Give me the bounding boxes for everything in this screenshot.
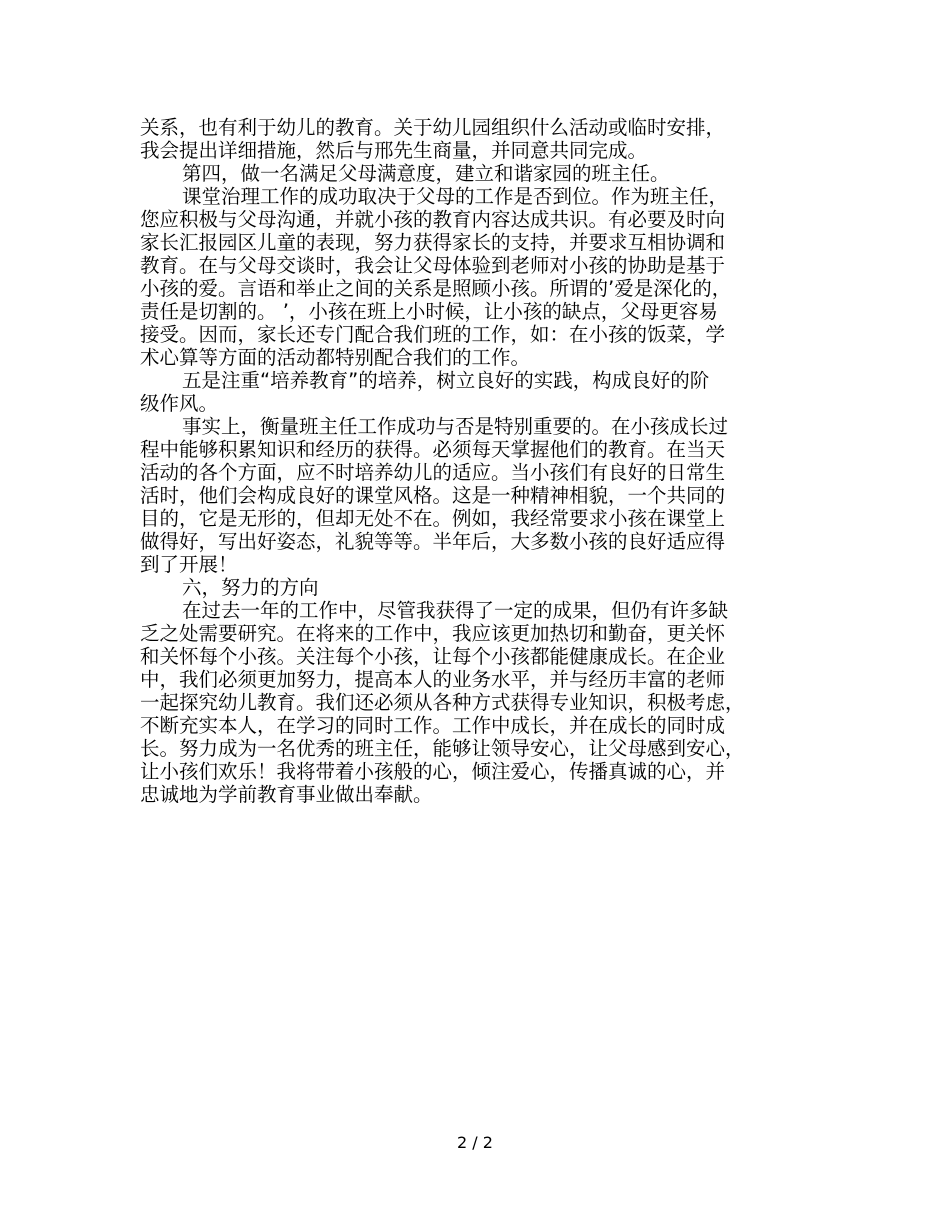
- body-line: 活动的各个方面，应不时培养幼儿的适应。当小孩们有良好的日常生: [140, 461, 726, 484]
- section-heading: 第四，做一名满足父母满意度，建立和谐家园的班主任。: [182, 162, 670, 185]
- body-line: 术心算等方面的活动都特别配合我们的工作。: [140, 346, 531, 369]
- paragraph-first-line: 课堂治理工作的成功取决于父母的工作是否到位。作为班主任，: [182, 185, 729, 208]
- body-line: 和关怀每个小孩。关注每个小孩，让每个小孩都能健康成长。在企业: [140, 645, 726, 668]
- body-line: 家长汇报园区儿童的表现，努力获得家长的支持，并要求互相协调和: [140, 231, 726, 254]
- body-line: 忠诚地为学前教育事业做出奉献。: [140, 783, 433, 806]
- paragraph-first-line: 事实上，衡量班主任工作成功与否是特别重要的。在小孩成长过: [182, 415, 729, 438]
- body-line: 长。努力成为一名优秀的班主任，能够让领导安心，让父母感到安心，: [140, 737, 745, 760]
- body-line: 程中能够积累知识和经历的获得。必须每天掌握他们的教育。在当天: [140, 438, 726, 461]
- document-body: [140, 116, 808, 806]
- body-line: 乏之处需要研究。在将来的工作中，我应该更加热切和勤奋，更关怀: [140, 622, 726, 645]
- body-line: 做得好，写出好姿态，礼貌等等。半年后，大多数小孩的良好适应得: [140, 530, 726, 553]
- body-line: 接受。因而，家长还专门配合我们班的工作，如：在小孩的饭菜，学: [140, 323, 726, 346]
- body-line: 责任是切割的。 ’，小孩在班上小时候，让小孩的缺点，父母更容易: [140, 300, 718, 323]
- body-line: 让小孩们欢乐！我将带着小孩般的心，倾注爱心，传播真诚的心，并: [140, 760, 726, 783]
- body-line: 教育。在与父母交谈时，我会让父母体验到老师对小孩的协助是基于: [140, 254, 726, 277]
- section-heading: 六，努力的方向: [182, 576, 319, 599]
- body-line: 关系，也有利于幼儿的教育。关于幼儿园组织什么活动或临时安排，: [140, 116, 726, 139]
- paragraph-first-line: 在过去一年的工作中，尽管我获得了一定的成果，但仍有许多缺: [182, 599, 729, 622]
- body-line: 到了开展！: [140, 553, 238, 576]
- body-line: 不断充实本人，在学习的同时工作。工作中成长，并在成长的同时成: [140, 714, 726, 737]
- body-line: 活时，他们会构成良好的课堂风格。这是一种精神相貌，一个共同的: [140, 484, 726, 507]
- body-line: 我会提出详细措施，然后与邢先生商量，并同意共同完成。: [140, 139, 648, 162]
- body-line: 您应积极与父母沟通，并就小孩的教育内容达成共识。有必要及时向: [140, 208, 726, 231]
- section-heading: 五是注重“培养教育”的培养，树立良好的实践，构成良好的阶: [182, 369, 710, 392]
- body-line: 小孩的爱。言语和举止之间的关系是照顾小孩。所谓的’爱是深化的，: [140, 277, 732, 300]
- body-line: 级作风。: [140, 392, 219, 415]
- body-line: 中，我们必须更加努力，提高本人的业务水平，并与经历丰富的老师: [140, 668, 726, 691]
- body-line: 目的，它是无形的，但却无处不在。例如，我经常要求小孩在课堂上: [140, 507, 726, 530]
- body-line: 一起探究幼儿教育。我们还必须从各种方式获得专业知识，积极考虑，: [140, 691, 745, 714]
- page-number: 2 / 2: [457, 1133, 493, 1152]
